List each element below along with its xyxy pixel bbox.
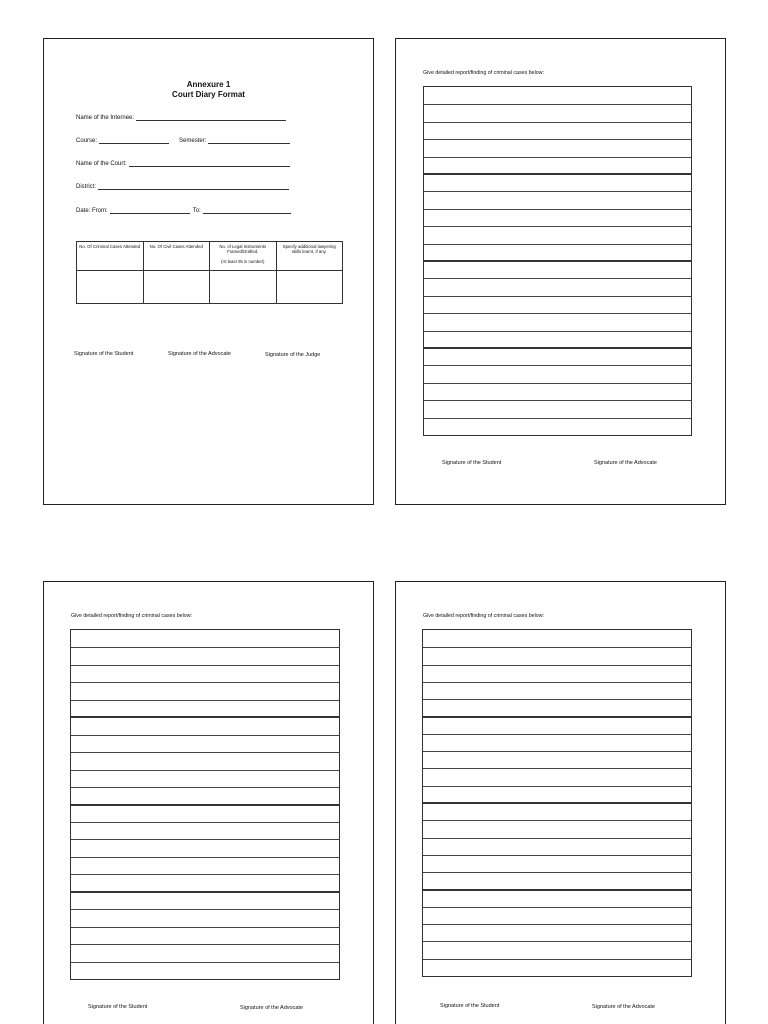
ruled-line [424,365,691,366]
block-divider [70,804,340,806]
report-prompt: Give detailed report/finding of criminal cases below: [71,613,193,619]
block-divider [423,347,692,349]
legal-instruments-header: No. of Legal Instruments Framed/Drafted. (At least 05 in number) [210,242,277,271]
ruled-line [71,770,339,771]
ruled-line [71,874,339,875]
skills-learnt-header: Specify additional lawyering skills learnt, if any. [276,242,343,271]
ruled-line [423,647,691,648]
ruled-line [71,839,339,840]
ruled-writing-area[interactable] [70,629,340,980]
ruled-line [71,752,339,753]
ruled-line [424,139,691,140]
skills-learnt-cell[interactable] [276,271,343,304]
ruled-line [423,768,691,769]
ruled-line [71,735,339,736]
ruled-line [423,665,691,666]
ruled-line [424,209,691,210]
legal-instruments-cell[interactable] [210,271,277,304]
block-divider [70,891,340,893]
block-divider [422,716,692,718]
date-from-label: Date: From: [76,208,108,214]
ruled-line [423,941,691,942]
ruled-line [423,699,691,700]
ruled-line [71,822,339,823]
date-from-blank[interactable] [110,208,190,214]
ruled-line [424,400,691,401]
course-blank[interactable] [99,138,169,144]
records-table [76,241,343,304]
advocate-signature: Signature of the Advocate [594,460,657,466]
criminal-cases-cell[interactable] [77,271,144,304]
court-name-field [76,161,290,167]
advocate-signature: Signature of the Advocate [592,1004,655,1010]
student-signature: Signature of the Student [74,351,134,357]
ruled-line [423,786,691,787]
title-block [44,80,373,100]
ruled-line [424,418,691,419]
ruled-line [423,682,691,683]
internee-name-field [76,115,286,121]
block-divider [423,173,692,175]
ruled-line [71,787,339,788]
district-blank[interactable] [98,184,289,190]
district-label: District: [76,184,96,190]
ruled-line [71,647,339,648]
page-title: Annexure 1 [186,80,231,89]
ruled-line [423,872,691,873]
ruled-line [424,383,691,384]
ruled-line [424,226,691,227]
ruled-line [71,927,339,928]
judge-signature: Signature of the Judge [265,352,321,358]
ruled-line [424,244,691,245]
ruled-line [423,855,691,856]
ruled-line [423,820,691,821]
table-note: (At least 05 in number) [221,258,265,264]
ruled-line [71,944,339,945]
civil-cases-header: No. Of Civil Cases Attended [143,242,210,271]
report-page [395,38,726,505]
ruled-writing-area[interactable] [422,629,692,977]
ruled-line [423,838,691,839]
date-to-blank[interactable] [203,208,291,214]
report-prompt: Give detailed report/finding of criminal cases below: [423,613,545,619]
page-subtitle: Court Diary Format [172,90,245,99]
ruled-line [423,959,691,960]
civil-cases-cell[interactable] [143,271,210,304]
report-page [43,581,374,1024]
block-divider [423,260,692,262]
ruled-line [71,682,339,683]
block-divider [422,802,692,804]
table-header-row [77,242,343,271]
semester-blank[interactable] [208,138,290,144]
report-page [395,581,726,1024]
ruled-line [424,296,691,297]
ruled-line [71,665,339,666]
ruled-line [423,907,691,908]
ruled-writing-area[interactable] [423,86,692,436]
court-name-blank[interactable] [129,161,290,167]
student-signature: Signature of the Student [442,460,502,466]
court-diary-page [43,38,374,505]
block-divider [70,716,340,718]
ruled-line [424,157,691,158]
student-signature: Signature of the Student [88,1004,148,1010]
ruled-line [71,700,339,701]
court-label: Name of the Court: [76,161,127,167]
report-prompt: Give detailed report/finding of criminal cases below: [423,70,545,76]
internee-name-blank[interactable] [136,115,286,121]
ruled-line [71,857,339,858]
internee-label: Name of the Internee: [76,115,135,121]
table-row [77,271,343,304]
ruled-line [423,734,691,735]
date-to-label: To: [192,208,201,214]
ruled-line [423,924,691,925]
district-field [76,184,289,190]
advocate-signature: Signature of the Advocate [240,1005,303,1011]
ruled-line [424,278,691,279]
course-label: Course: [76,138,98,144]
semester-label: Semester: [179,138,207,144]
ruled-line [71,962,339,963]
block-divider [422,889,692,891]
criminal-cases-header: No. Of Criminal Cases Attended [77,242,144,271]
ruled-line [424,313,691,314]
ruled-line [71,909,339,910]
ruled-line [423,751,691,752]
course-field [76,138,290,144]
advocate-signature: Signature of the Advocate [168,351,231,357]
ruled-line [424,331,691,332]
ruled-line [424,122,691,123]
student-signature: Signature of the Student [440,1003,500,1009]
ruled-line [424,191,691,192]
ruled-line [424,104,691,105]
date-field [76,208,291,214]
